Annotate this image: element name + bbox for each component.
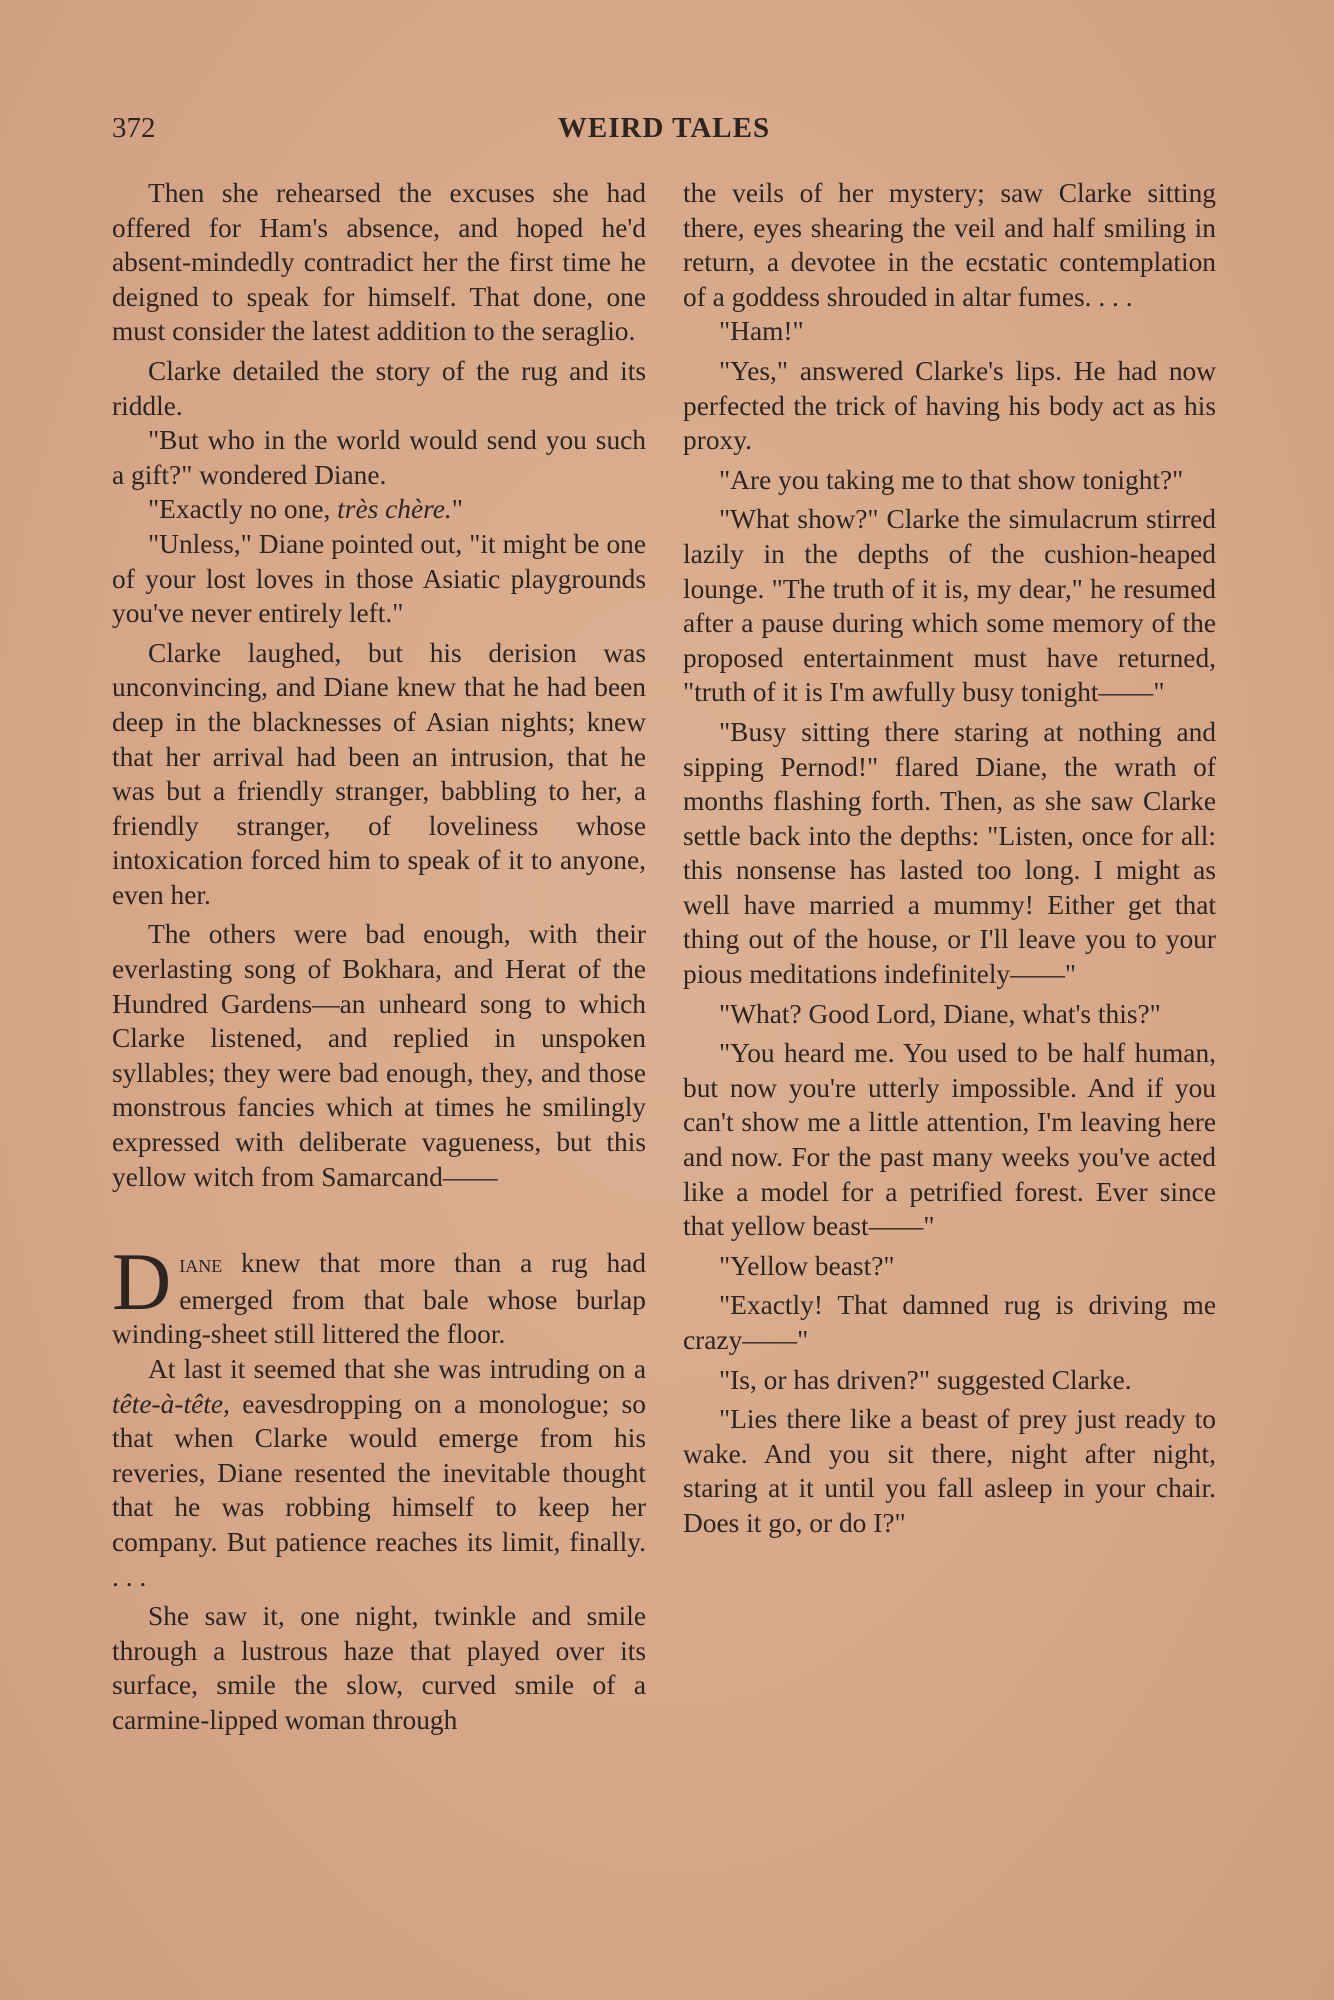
paragraph: "What? Good Lord, Diane, what's this?"	[719, 998, 1161, 1029]
paragraph	[112, 1236, 646, 1352]
text-span: knew that more than a rug had emerged from that bale whose burlap winding-sheet still littered the floor.	[112, 1248, 646, 1350]
paragraph: "Yes," answered Clarke's lips. He had now perfected the trick of having his body act as his proxy.	[683, 355, 1216, 456]
italic-phrase: très chère.	[337, 494, 452, 525]
paragraph: She saw it, one night, twinkle and smile through a lustrous haze that played over its surface, smile the slow, curved smile of a carmine-lipped woman through	[112, 1601, 646, 1735]
paragraph: Then she rehearsed the excuses she had offered for Ham's absence, and hoped he'd absent-mindedly contradict her the first time he deigned to speak for himself. That done, one must consider the latest addition to the seraglio.	[112, 178, 646, 347]
text-span: "	[451, 494, 463, 525]
right-column	[683, 176, 1216, 1541]
text-span: "Exactly no one,	[148, 494, 338, 525]
page-header	[112, 112, 1216, 152]
paragraph: "But who in the world would send you such a gift?" wondered Diane.	[112, 425, 646, 490]
paragraph: Clarke detailed the story of the rug and its riddle.	[112, 355, 646, 421]
paragraph	[112, 492, 646, 527]
section-break	[112, 1194, 646, 1246]
drop-cap: D	[112, 1236, 172, 1328]
paragraph: "Exactly! That damned rug is driving me crazy——"	[683, 1290, 1216, 1355]
paragraph: The others were bad enough, with their everlasting song of Bokhara, and Herat of the Hundred Gardens—an unheard song to which Clarke listened, and replied in unspoken syllables; they were bad enough, they, and those monstrous fancies which at times he smilingly expressed with deliberate vagueness, but this yellow witch from Samarcand——	[112, 919, 646, 1192]
paragraph: "Are you taking me to that show tonight?"	[719, 464, 1184, 495]
paragraph: "Lies there like a beast of prey just ready to wake. And you sit there, night after night, staring at it until you fall asleep in your chair. Does it go, or do I?"	[683, 1404, 1216, 1538]
text-span: eavesdropping on a monologue; so that when Clarke would emerge from his reveries, Diane resented the inevitable thought that he was robbing himself to keep her company. But patience reaches its limit, finally. . . .	[112, 1388, 646, 1592]
paragraph: "Busy sitting there staring at nothing and sipping Pernod!" flared Diane, the wrath of months flashing forth. Then, as she saw Clarke settle back into the depths: "Listen, once for all: this nonsense has lasted too long. I might as well have married a mummy! Either get that thing out of the house, or I'll leave you to your pious meditations indefinitely——"	[683, 716, 1216, 990]
paragraph: "Unless," Diane pointed out, "it might be one of your lost loves in those Asiatic playgrounds you've never entirely left."	[112, 528, 646, 629]
paragraph: Clarke laughed, but his derision was unconvincing, and Diane knew that he had been deep in the blacknesses of Asian nights; knew that her arrival had been an intrusion, that he was but a friendly stranger, babbling to her, a friendly stranger, of loveliness whose intoxication forced him to speak of it to anyone, even her.	[112, 637, 646, 910]
small-caps-word: iane	[179, 1251, 223, 1279]
text-span: At last it seemed that she was intruding on a	[148, 1354, 646, 1384]
paragraph: "What show?" Clarke the simulacrum stirred lazily in the depths of the cushion-heaped lounge. "The truth of it is, my dear," he resumed after a pause during which some memory of the proposed entertainment must have returned, "truth of it is I'm awfully busy tonight——"	[683, 504, 1216, 708]
paragraph: "You heard me. You used to be half human, but now you're utterly impossible. And if you can't show me a little attention, I'm leaving here and now. For the past many weeks you've acted like a model for a petrified forest. Ever since that yellow beast——"	[683, 1038, 1216, 1242]
running-head: WEIRD TALES	[557, 112, 771, 144]
paragraph	[112, 1352, 646, 1594]
left-column	[112, 176, 646, 1738]
paragraph: "Yellow beast?"	[719, 1250, 895, 1281]
paragraph: "Ham!"	[719, 316, 804, 347]
paragraph: "Is, or has driven?" suggested Clarke.	[719, 1364, 1132, 1395]
page-number: 372	[112, 112, 156, 144]
italic-phrase: tête-à-tête,	[112, 1388, 230, 1419]
paragraph: the veils of her mystery; saw Clarke sitting there, eyes shearing the veil and half smiling in return, a devotee in the ecstatic contemplation of a goddess shrouded in altar fumes. . . .	[683, 178, 1216, 312]
